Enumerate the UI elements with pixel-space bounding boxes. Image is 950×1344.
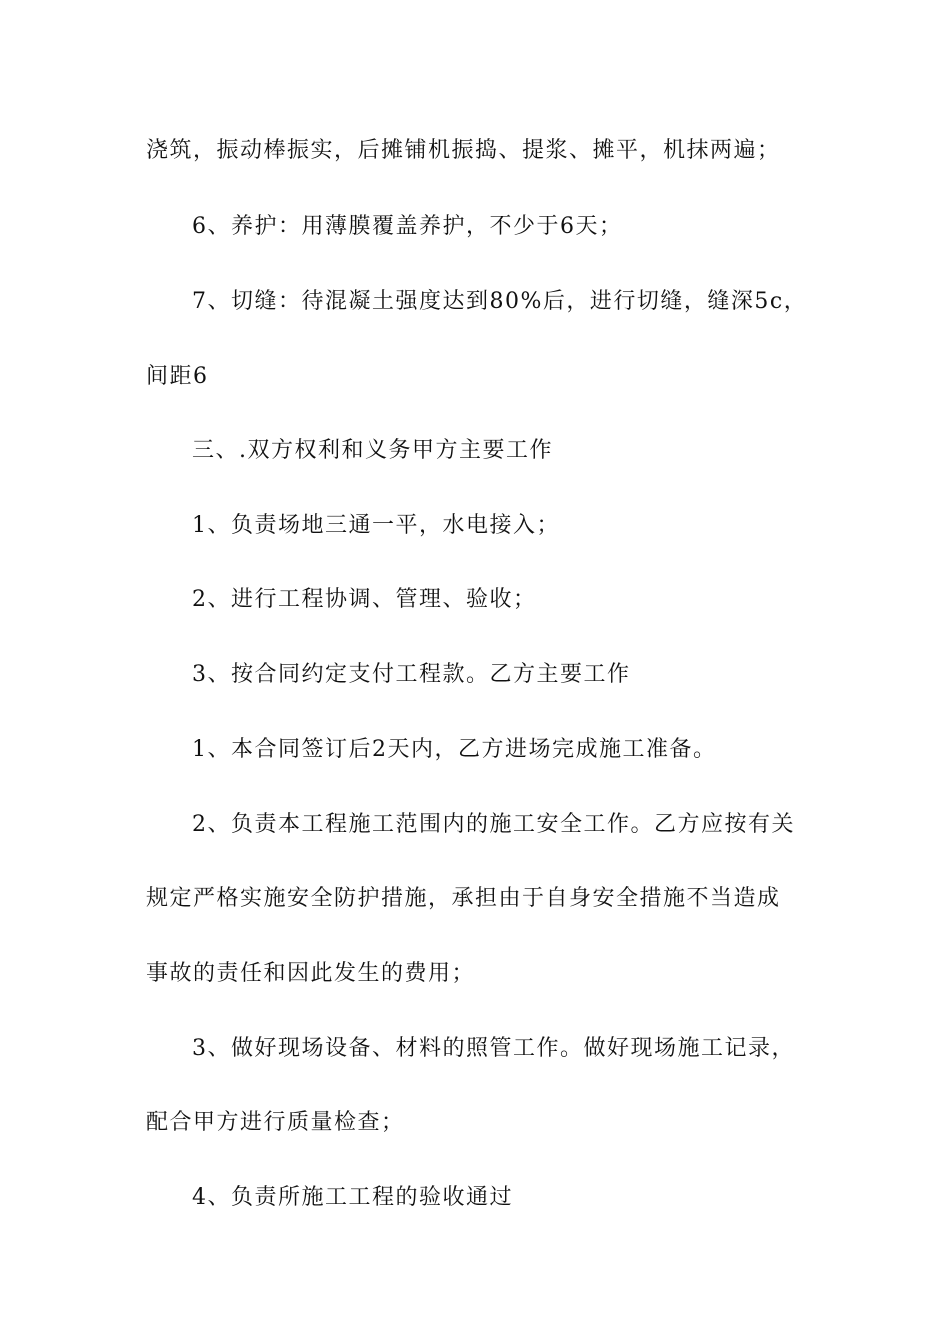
text-line-9: 1、本合同签订后2天内，乙方进场完成施工准备。 bbox=[192, 737, 717, 762]
text-line-10: 2、负责本工程施工范围内的施工安全工作。乙方应按有关 bbox=[192, 812, 795, 837]
text-line-2: 6、养护：用薄膜覆盖养护，不少于6天； bbox=[192, 214, 623, 239]
text-line-14: 配合甲方进行质量检查； bbox=[146, 1110, 405, 1135]
text-line-13: 3、做好现场设备、材料的照管工作。做好现场施工记录， bbox=[192, 1036, 795, 1061]
section-heading: 三、.双方权利和义务甲方主要工作 bbox=[192, 438, 553, 463]
text-line-6: 1、负责场地三通一平，水电接入； bbox=[192, 513, 560, 538]
text-line-12: 事故的责任和因此发生的费用； bbox=[146, 961, 476, 986]
text-line-15: 4、负责所施工工程的验收通过 bbox=[192, 1185, 513, 1210]
text-line-8: 3、按合同约定支付工程款。乙方主要工作 bbox=[192, 662, 631, 687]
text-line-11: 规定严格实施安全防护措施，承担由于自身安全措施不当造成 bbox=[146, 886, 781, 911]
text-line-4: 间距6 bbox=[146, 364, 209, 389]
text-line-7: 2、进行工程协调、管理、验收； bbox=[192, 587, 537, 612]
text-line-3: 7、切缝：待混凝土强度达到80%后，进行切缝，缝深5c， bbox=[192, 289, 808, 314]
text-line-1: 浇筑，振动棒振实，后摊铺机振捣、提浆、摊平，机抹两遍； bbox=[146, 138, 781, 163]
